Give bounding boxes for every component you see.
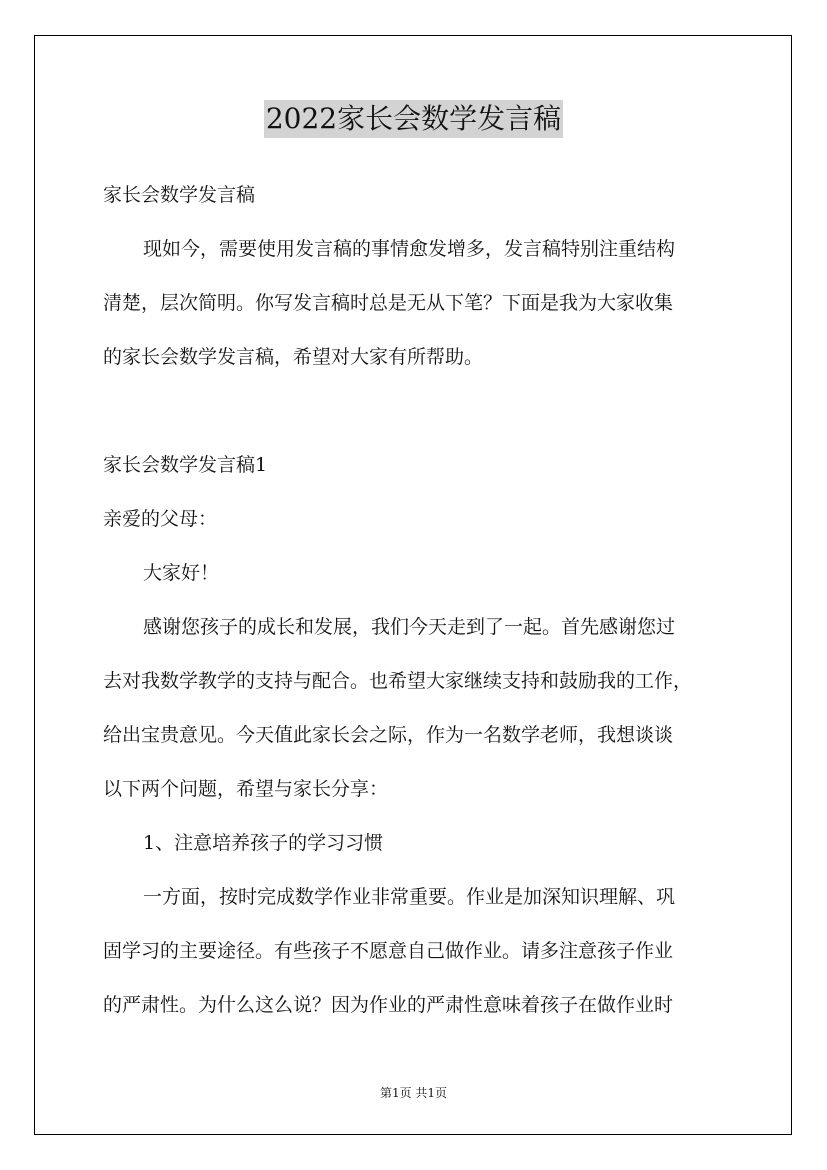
text-line: 的家长会数学发言稿，希望对大家有所帮助。 <box>103 346 484 368</box>
text-line: 1、注意培养孩子的学习习惯 <box>143 832 384 854</box>
text-line: 的严肃性。为什么这么说？因为作业的严肃性意味着孩子在做作业时 <box>103 994 674 1016</box>
text-line: 清楚，层次简明。你写发言稿时总是无从下笔？下面是我为大家收集 <box>103 292 674 314</box>
text-line: 大家好！ <box>143 562 220 584</box>
text-line: 去对我数学教学的支持与配合。也希望大家继续支持和鼓励我的工作， <box>103 670 693 692</box>
page-footer: 第1页 共1页 <box>379 1086 448 1100</box>
text-line: 感谢您孩子的成长和发展，我们今天走到了一起。首先感谢您过 <box>143 616 676 638</box>
text-line: 一方面，按时完成数学作业非常重要。作业是加深知识理解、巩 <box>143 886 676 908</box>
text-line: 现如今，需要使用发言稿的事情愈发增多，发言稿特别注重结构 <box>143 238 676 260</box>
title-container <box>0 100 827 138</box>
document-title: 2022家长会数学发言稿 <box>264 100 563 138</box>
text-line: 家长会数学发言稿 <box>103 184 256 206</box>
text-line: 固学习的主要途径。有些孩子不愿意自己做作业。请多注意孩子作业 <box>103 940 674 962</box>
text-line: 给出宝贵意见。今天值此家长会之际，作为一名数学老师，我想谈谈 <box>103 724 674 746</box>
text-line: 以下两个问题，希望与家长分享： <box>103 778 389 800</box>
text-line: 家长会数学发言稿1 <box>103 454 268 476</box>
text-line: 亲爱的父母： <box>103 508 218 530</box>
